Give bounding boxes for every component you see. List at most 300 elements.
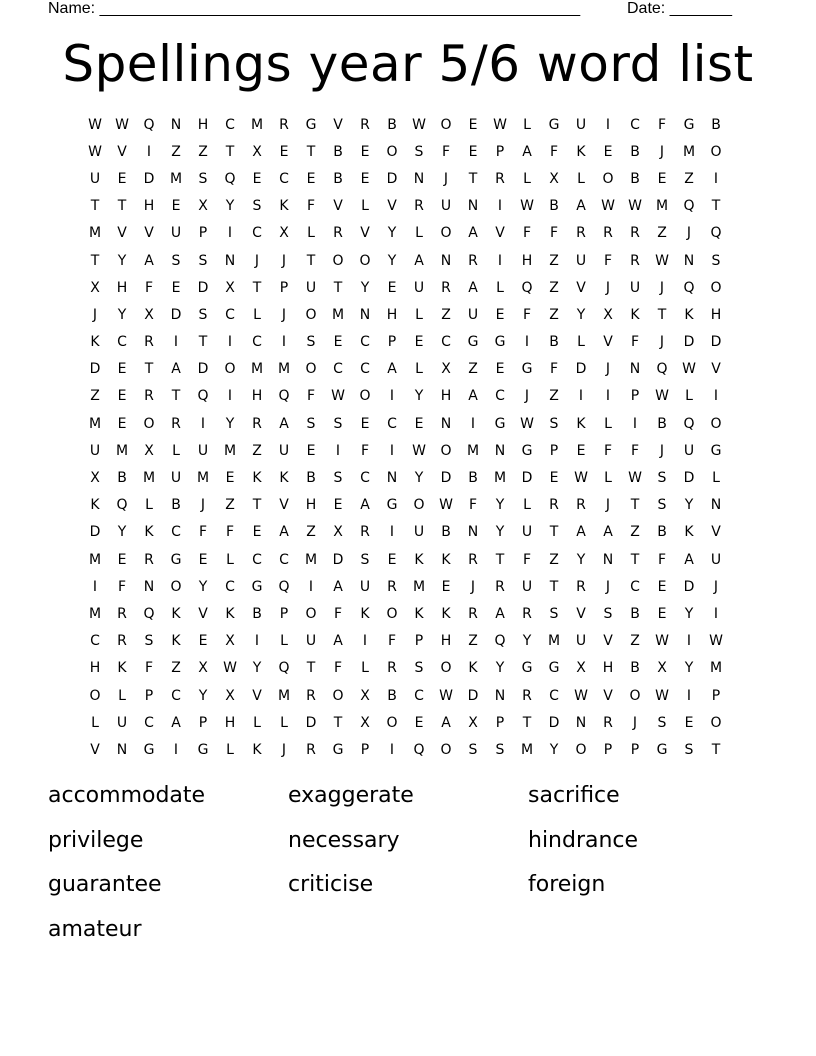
grid-letter: C xyxy=(252,334,263,351)
grid-letter: F xyxy=(549,143,560,160)
grid-letter: I xyxy=(227,388,234,405)
grid-letter: W xyxy=(331,388,346,405)
grid-letter: C xyxy=(225,578,236,595)
grid-letter: O xyxy=(305,361,318,378)
grid-letter: Q xyxy=(710,225,723,242)
grid-letter: W xyxy=(601,198,616,215)
grid-letter: Z xyxy=(171,143,182,160)
grid-letter: A xyxy=(576,524,587,541)
grid-letter: K xyxy=(360,605,371,622)
grid-letter: A xyxy=(603,524,614,541)
grid-letter: W xyxy=(628,470,643,487)
grid-letter: E xyxy=(549,470,560,487)
grid-letter: L xyxy=(523,170,532,187)
grid-letter: T xyxy=(468,170,479,187)
grid-letter: T xyxy=(306,252,317,269)
grid-letter: P xyxy=(279,605,290,622)
grid-letter: M xyxy=(331,306,346,323)
grid-letter: V xyxy=(603,687,614,704)
grid-letter: L xyxy=(523,497,532,514)
grid-letter: O xyxy=(359,252,372,269)
grid-letter: I xyxy=(389,741,396,758)
grid-letter: J xyxy=(200,497,207,514)
grid-letter: J xyxy=(632,714,639,731)
grid-letter: I xyxy=(497,198,504,215)
grid-letter: A xyxy=(360,497,371,514)
grid-letter: M xyxy=(304,551,319,568)
grid-letter: M xyxy=(493,470,508,487)
grid-letter: U xyxy=(683,442,696,459)
grid-letter: S xyxy=(333,415,344,432)
grid-letter: O xyxy=(386,714,399,731)
grid-letter: W xyxy=(655,633,670,650)
grid-letter: F xyxy=(603,442,614,459)
grid-letter: W xyxy=(412,442,427,459)
grid-letter: A xyxy=(522,143,533,160)
grid-letter: X xyxy=(360,714,371,731)
grid-letter: F xyxy=(333,660,344,677)
grid-letter: O xyxy=(602,170,615,187)
grid-letter: N xyxy=(413,170,426,187)
grid-letter: Y xyxy=(495,660,506,677)
grid-letter: D xyxy=(521,470,534,487)
grid-letter: E xyxy=(414,415,425,432)
grid-letter: K xyxy=(468,660,479,677)
grid-letter: I xyxy=(470,415,477,432)
grid-letter: N xyxy=(467,198,480,215)
grid-letter: R xyxy=(441,279,452,296)
grid-letter: E xyxy=(684,714,695,731)
grid-letter: Y xyxy=(225,198,236,215)
grid-letter: N xyxy=(629,361,642,378)
grid-letter: I xyxy=(173,334,180,351)
grid-letter: Z xyxy=(549,252,560,269)
page-title: Spellings year 5/6 word list xyxy=(62,35,754,93)
grid-letter: J xyxy=(605,361,612,378)
grid-letter: I xyxy=(227,225,234,242)
grid-letter: J xyxy=(605,279,612,296)
grid-letter: Y xyxy=(198,687,209,704)
grid-letter: X xyxy=(144,306,155,323)
grid-letter: B xyxy=(441,524,452,541)
grid-letter: T xyxy=(306,660,317,677)
grid-letter: I xyxy=(173,741,180,758)
grid-letter: A xyxy=(333,633,344,650)
grid-letter: F xyxy=(360,442,371,459)
grid-letter: B xyxy=(549,198,560,215)
grid-letter: O xyxy=(440,741,453,758)
grid-letter: Y xyxy=(252,660,263,677)
grid-letter: I xyxy=(281,334,288,351)
grid-letter: B xyxy=(171,497,182,514)
grid-letter: H xyxy=(197,116,210,133)
grid-letter: T xyxy=(495,551,506,568)
grid-letter: R xyxy=(630,225,641,242)
grid-letter: F xyxy=(387,633,398,650)
grid-letter: E xyxy=(603,143,614,160)
grid-letter: X xyxy=(144,442,155,459)
grid-letter: T xyxy=(117,198,128,215)
grid-letter: A xyxy=(279,524,290,541)
grid-letter: Z xyxy=(441,306,452,323)
grid-letter: P xyxy=(144,687,155,704)
grid-letter: O xyxy=(440,225,453,242)
grid-letter: S xyxy=(198,252,209,269)
grid-letter: M xyxy=(547,633,562,650)
grid-letter: H xyxy=(305,497,318,514)
grid-row xyxy=(82,600,730,627)
grid-letter: T xyxy=(711,198,722,215)
grid-letter: T xyxy=(90,198,101,215)
grid-letter: U xyxy=(467,306,480,323)
grid-letter: N xyxy=(359,306,372,323)
grid-letter: D xyxy=(332,551,345,568)
grid-letter: Q xyxy=(278,578,291,595)
grid-letter: W xyxy=(574,470,589,487)
grid-letter: Y xyxy=(576,551,587,568)
grid-letter: F xyxy=(603,252,614,269)
grid-letter: C xyxy=(495,388,506,405)
grid-letter: O xyxy=(386,605,399,622)
grid-letter: X xyxy=(333,524,344,541)
grid-letter: C xyxy=(414,687,425,704)
grid-letter: R xyxy=(603,714,614,731)
grid-letter: K xyxy=(441,551,452,568)
grid-letter: R xyxy=(549,497,560,514)
grid-letter: J xyxy=(92,306,99,323)
grid-letter: K xyxy=(252,741,263,758)
grid-letter: B xyxy=(117,470,128,487)
grid-letter: F xyxy=(522,225,533,242)
grid-letter: U xyxy=(710,551,723,568)
grid-letter: T xyxy=(549,524,560,541)
grid-letter: N xyxy=(494,442,507,459)
grid-letter: L xyxy=(226,551,235,568)
grid-letter: S xyxy=(171,252,182,269)
grid-letter: Z xyxy=(306,524,317,541)
grid-letter: X xyxy=(198,198,209,215)
grid-letter: F xyxy=(657,551,668,568)
grid-letter: F xyxy=(198,524,209,541)
grid-letter: F xyxy=(144,660,155,677)
grid-letter: I xyxy=(200,415,207,432)
grid-letter: S xyxy=(657,714,668,731)
grid-letter: E xyxy=(171,279,182,296)
grid-letter: W xyxy=(655,252,670,269)
grid-letter: W xyxy=(709,633,724,650)
grid-letter: W xyxy=(115,116,130,133)
name-field: Name: ______________________________________________________ xyxy=(48,0,581,17)
grid-letter: M xyxy=(250,116,265,133)
grid-letter: L xyxy=(118,687,127,704)
grid-letter: S xyxy=(468,741,479,758)
grid-letter: V xyxy=(387,198,398,215)
grid-letter: S xyxy=(549,605,560,622)
grid-letter: J xyxy=(524,388,531,405)
grid-letter: F xyxy=(630,334,641,351)
grid-letter: O xyxy=(332,252,345,269)
grid-letter: Z xyxy=(549,306,560,323)
grid-letter: C xyxy=(360,334,371,351)
grid-letter: W xyxy=(682,361,697,378)
grid-letter: X xyxy=(468,714,479,731)
grid-letter: K xyxy=(117,660,128,677)
grid-letter: R xyxy=(522,687,533,704)
grid-letter: Q xyxy=(656,361,669,378)
grid-row xyxy=(82,410,730,437)
grid-letter: N xyxy=(440,252,453,269)
grid-letter: G xyxy=(494,415,507,432)
grid-letter: X xyxy=(225,633,236,650)
grid-letter: F xyxy=(522,551,533,568)
grid-letter: Y xyxy=(387,225,398,242)
grid-row xyxy=(82,383,730,410)
grid-letter: X xyxy=(225,687,236,704)
grid-letter: D xyxy=(170,306,183,323)
grid-letter: F xyxy=(630,442,641,459)
grid-letter: F xyxy=(468,497,479,514)
grid-letter: I xyxy=(389,388,396,405)
grid-letter: N xyxy=(602,551,615,568)
grid-letter: K xyxy=(576,415,587,432)
grid-letter: V xyxy=(711,361,722,378)
grid-letter: N xyxy=(170,116,183,133)
grid-letter: L xyxy=(685,388,694,405)
grid-letter: G xyxy=(386,497,399,514)
grid-letter: B xyxy=(630,143,641,160)
grid-letter: L xyxy=(415,361,424,378)
grid-letter: M xyxy=(520,741,535,758)
grid-letter: J xyxy=(281,252,288,269)
grid-letter: T xyxy=(252,497,263,514)
grid-letter: I xyxy=(362,633,369,650)
grid-letter: Q xyxy=(278,388,291,405)
grid-letter: P xyxy=(603,741,614,758)
grid-letter: P xyxy=(630,741,641,758)
grid-letter: N xyxy=(440,415,453,432)
word-list-item: foreign xyxy=(528,872,606,897)
grid-letter: J xyxy=(470,578,477,595)
grid-letter: H xyxy=(224,714,237,731)
grid-letter: Y xyxy=(495,524,506,541)
grid-letter: V xyxy=(144,225,155,242)
grid-letter: B xyxy=(387,116,398,133)
grid-letter: E xyxy=(306,170,317,187)
grid-letter: S xyxy=(657,470,668,487)
grid-row xyxy=(82,546,730,573)
grid-row xyxy=(82,247,730,274)
grid-letter: I xyxy=(92,578,99,595)
grid-letter: V xyxy=(576,279,587,296)
grid-letter: D xyxy=(683,470,696,487)
grid-letter: C xyxy=(360,361,371,378)
grid-letter: E xyxy=(198,551,209,568)
grid-letter: L xyxy=(253,306,262,323)
grid-letter: Y xyxy=(117,306,128,323)
grid-letter: A xyxy=(279,415,290,432)
grid-letter: R xyxy=(603,225,614,242)
grid-letter: K xyxy=(279,470,290,487)
grid-letter: G xyxy=(197,741,210,758)
grid-letter: Z xyxy=(549,279,560,296)
grid-letter: E xyxy=(171,198,182,215)
grid-letter: I xyxy=(335,442,342,459)
grid-letter: S xyxy=(360,551,371,568)
grid-letter: V xyxy=(279,497,290,514)
grid-letter: L xyxy=(172,442,181,459)
grid-letter: G xyxy=(683,116,696,133)
grid-letter: C xyxy=(252,551,263,568)
grid-letter: B xyxy=(333,170,344,187)
grid-letter: K xyxy=(171,605,182,622)
grid-letter: M xyxy=(466,442,481,459)
grid-letter: M xyxy=(412,578,427,595)
grid-letter: E xyxy=(117,415,128,432)
grid-letter: I xyxy=(713,388,720,405)
grid-letter: E xyxy=(360,170,371,187)
grid-letter: C xyxy=(333,361,344,378)
grid-letter: T xyxy=(90,252,101,269)
grid-letter: U xyxy=(89,442,102,459)
grid-letter: S xyxy=(198,170,209,187)
grid-letter: W xyxy=(655,687,670,704)
grid-letter: Z xyxy=(198,143,209,160)
grid-letter: M xyxy=(142,470,157,487)
grid-letter: U xyxy=(629,279,642,296)
grid-letter: Z xyxy=(657,225,668,242)
grid-row xyxy=(82,220,730,247)
grid-letter: R xyxy=(495,170,506,187)
grid-letter: X xyxy=(360,687,371,704)
grid-letter: P xyxy=(711,687,722,704)
grid-letter: V xyxy=(198,605,209,622)
grid-letter: D xyxy=(467,687,480,704)
grid-letter: K xyxy=(225,605,236,622)
grid-letter: P xyxy=(387,334,398,351)
grid-letter: M xyxy=(655,198,670,215)
grid-letter: X xyxy=(603,306,614,323)
grid-letter: H xyxy=(143,198,156,215)
grid-letter: Y xyxy=(684,605,695,622)
grid-letter: U xyxy=(278,442,291,459)
grid-letter: H xyxy=(116,279,129,296)
grid-letter: R xyxy=(468,252,479,269)
grid-row xyxy=(82,682,730,709)
word-search-grid xyxy=(82,111,730,764)
grid-letter: H xyxy=(89,660,102,677)
grid-letter: O xyxy=(710,415,723,432)
grid-letter: R xyxy=(333,225,344,242)
grid-letter: C xyxy=(225,306,236,323)
grid-letter: K xyxy=(144,524,155,541)
grid-letter: O xyxy=(413,497,426,514)
grid-letter: L xyxy=(280,633,289,650)
grid-letter: L xyxy=(577,334,586,351)
grid-letter: E xyxy=(117,170,128,187)
grid-letter: S xyxy=(711,252,722,269)
grid-letter: R xyxy=(279,116,290,133)
grid-letter: P xyxy=(414,633,425,650)
grid-letter: M xyxy=(88,605,103,622)
grid-letter: S xyxy=(684,741,695,758)
grid-letter: O xyxy=(440,660,453,677)
grid-letter: Q xyxy=(683,415,696,432)
grid-letter: S xyxy=(657,497,668,514)
grid-letter: L xyxy=(280,714,289,731)
grid-letter: E xyxy=(117,361,128,378)
grid-letter: U xyxy=(575,116,588,133)
grid-row xyxy=(82,138,730,165)
grid-letter: F xyxy=(306,388,317,405)
grid-letter: L xyxy=(361,198,370,215)
grid-letter: Z xyxy=(630,524,641,541)
grid-letter: H xyxy=(440,633,453,650)
grid-letter: F xyxy=(549,361,560,378)
grid-letter: K xyxy=(90,334,101,351)
grid-letter: E xyxy=(198,633,209,650)
grid-letter: T xyxy=(198,334,209,351)
grid-letter: D xyxy=(89,524,102,541)
grid-row xyxy=(82,301,730,328)
grid-letter: C xyxy=(360,470,371,487)
grid-letter: C xyxy=(252,225,263,242)
grid-row xyxy=(82,464,730,491)
grid-letter: D xyxy=(386,170,399,187)
grid-letter: S xyxy=(306,415,317,432)
grid-letter: K xyxy=(630,306,641,323)
grid-letter: C xyxy=(279,551,290,568)
grid-letter: B xyxy=(252,605,263,622)
grid-letter: R xyxy=(171,415,182,432)
grid-letter: V xyxy=(495,225,506,242)
grid-letter: O xyxy=(224,361,237,378)
grid-letter: L xyxy=(91,714,100,731)
grid-letter: Y xyxy=(414,470,425,487)
grid-letter: C xyxy=(441,334,452,351)
grid-letter: R xyxy=(144,388,155,405)
grid-letter: M xyxy=(250,361,265,378)
grid-letter: O xyxy=(386,143,399,160)
grid-letter: Q xyxy=(683,279,696,296)
grid-letter: X xyxy=(252,143,263,160)
grid-letter: E xyxy=(387,279,398,296)
grid-letter: M xyxy=(682,143,697,160)
grid-row xyxy=(82,111,730,138)
grid-letter: C xyxy=(279,170,290,187)
grid-letter: J xyxy=(281,306,288,323)
grid-letter: D xyxy=(197,279,210,296)
grid-letter: D xyxy=(197,361,210,378)
grid-letter: Y xyxy=(549,741,560,758)
grid-letter: S xyxy=(414,143,425,160)
grid-letter: B xyxy=(630,605,641,622)
grid-letter: I xyxy=(497,252,504,269)
grid-letter: M xyxy=(115,442,130,459)
grid-letter: Y xyxy=(684,497,695,514)
grid-letter: E xyxy=(333,334,344,351)
grid-letter: T xyxy=(144,361,155,378)
grid-letter: C xyxy=(144,714,155,731)
grid-letter: O xyxy=(359,388,372,405)
grid-letter: W xyxy=(439,687,454,704)
grid-letter: R xyxy=(360,116,371,133)
grid-letter: G xyxy=(710,442,723,459)
grid-letter: C xyxy=(117,334,128,351)
word-list xyxy=(48,779,768,957)
grid-letter: P xyxy=(360,741,371,758)
grid-letter: Q xyxy=(683,198,696,215)
grid-letter: L xyxy=(496,279,505,296)
